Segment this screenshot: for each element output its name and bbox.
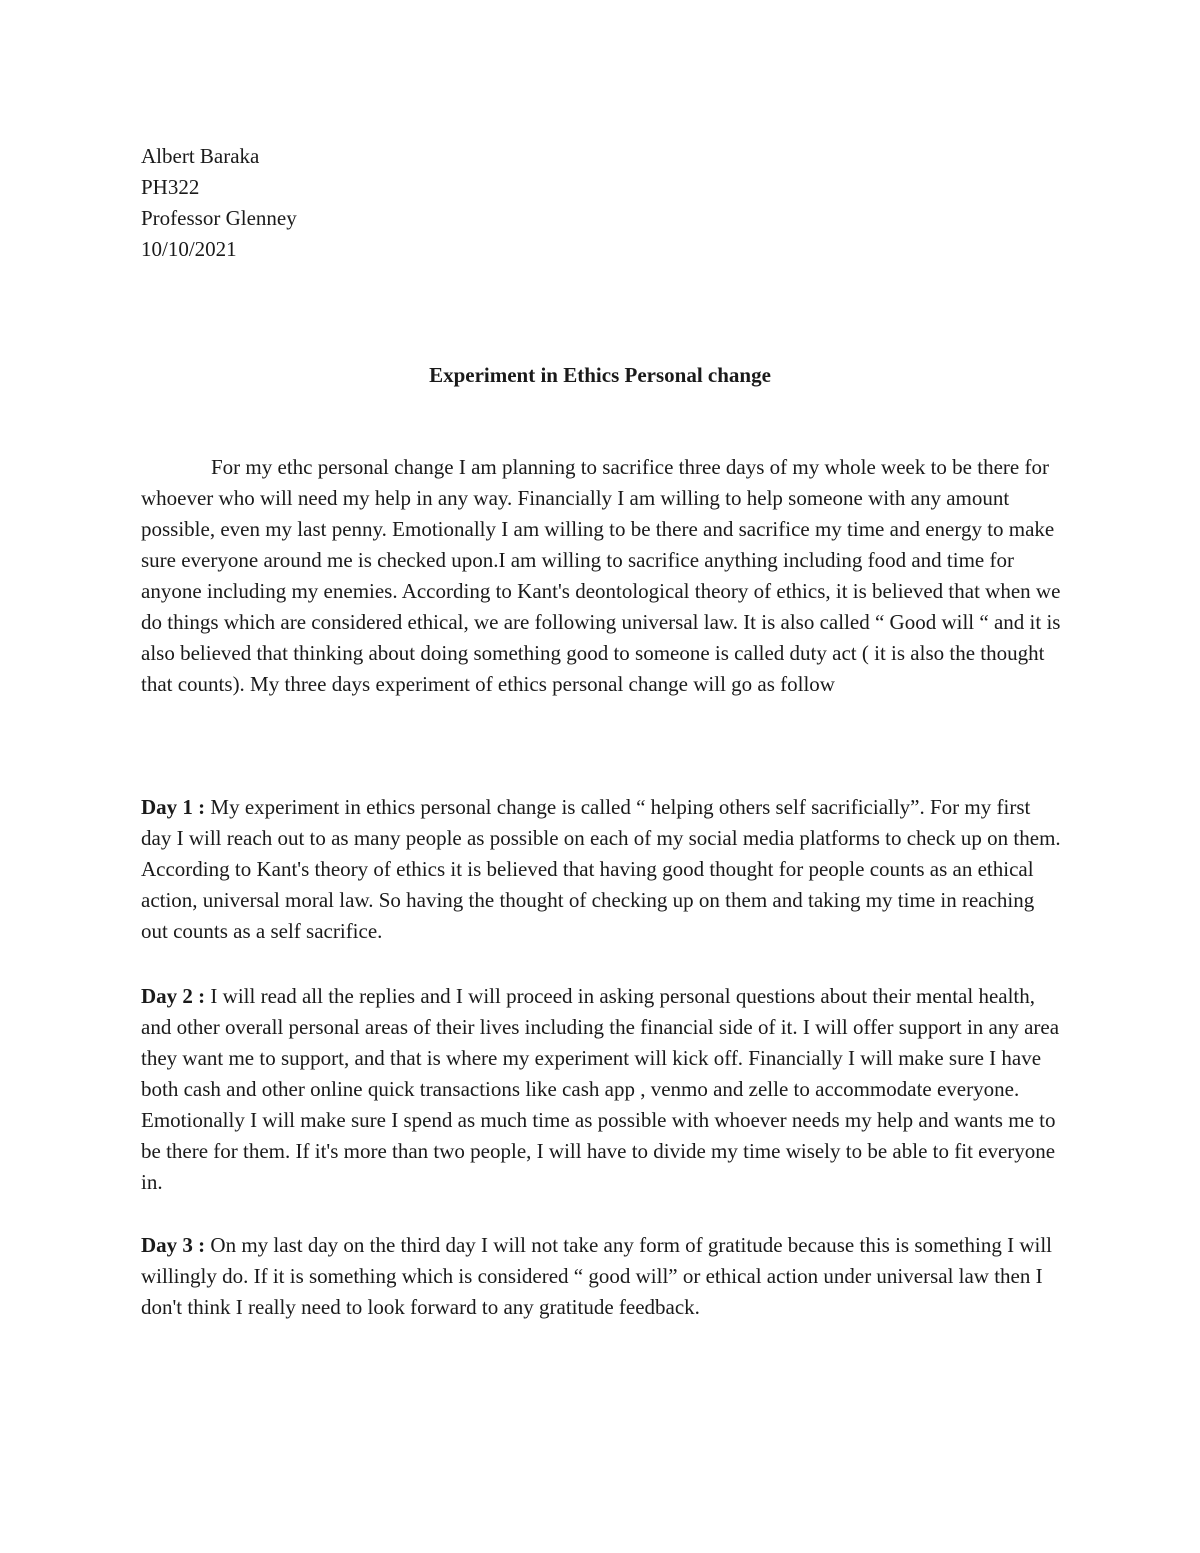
- day-2-text: I will read all the replies and I will proceed in asking personal questions about their mental health, and other overall personal areas of their lives including the financial side of it. I will offer support in any area they want me to support, and that is where my experiment will kick off. Financially I will make sure I have both cash and other online quick transactions like cash app , venmo and zelle to accommodate everyone. Emotionally I will make sure I spend as much time as possible with whoever needs my help and wants me to be there for them. If it's more than two people, I will have to divide my time wisely to be able to fit everyone in.: [141, 984, 1060, 1194]
- day-1-paragraph: [141, 792, 1061, 947]
- day-3-label: Day 3 :: [141, 1233, 206, 1257]
- professor-name: Professor Glenney: [141, 206, 297, 230]
- day-3-text: On my last day on the third day I will not take any form of gratitude because this is something I will willingly do. If it is something which is considered “ good will” or ethical action under universal law then I don't think I really need to look forward to any gratitude feedback.: [141, 1233, 1053, 1319]
- document-title: Experiment in Ethics Personal change: [429, 363, 771, 387]
- intro-paragraph: For my ethc personal change I am planning to sacrifice three days of my whole week to be there for whoever who will need my help in any way. Financially I am willing to help someone with any amount possible, even my last penny. Emotionally I am willing to be there and sacrifice my time and energy to make sure everyone around me is checked upon.I am willing to sacrifice anything including food and time for anyone including my enemies. According to Kant's deontological theory of ethics, it is believed that when we do things which are considered ethical, we are following universal law. It is also called “ Good will “ and it is also believed that thinking about doing something good to someone is called duty act ( it is also the thought that counts). My three days experiment of ethics personal change will go as follow: [141, 455, 1061, 696]
- day-2-label: Day 2 :: [141, 984, 206, 1008]
- header-block: [141, 141, 1061, 265]
- day-3-paragraph: [141, 1230, 1061, 1323]
- author-name: Albert Baraka: [141, 144, 260, 168]
- course-code: PH322: [141, 175, 200, 199]
- day-2-paragraph: [141, 981, 1061, 1198]
- document-date: 10/10/2021: [141, 237, 237, 261]
- day-1-text: My experiment in ethics personal change is called “ helping others self sacrificially”. For my first day I will reach out to as many people as possible on each of my social media platforms to check up on them. According to Kant's theory of ethics it is believed that having good thought for people counts as an ethical action, universal moral law. So having the thought of checking up on them and taking my time in reaching out counts as a self sacrifice.: [141, 795, 1061, 943]
- day-1-label: Day 1 :: [141, 795, 206, 819]
